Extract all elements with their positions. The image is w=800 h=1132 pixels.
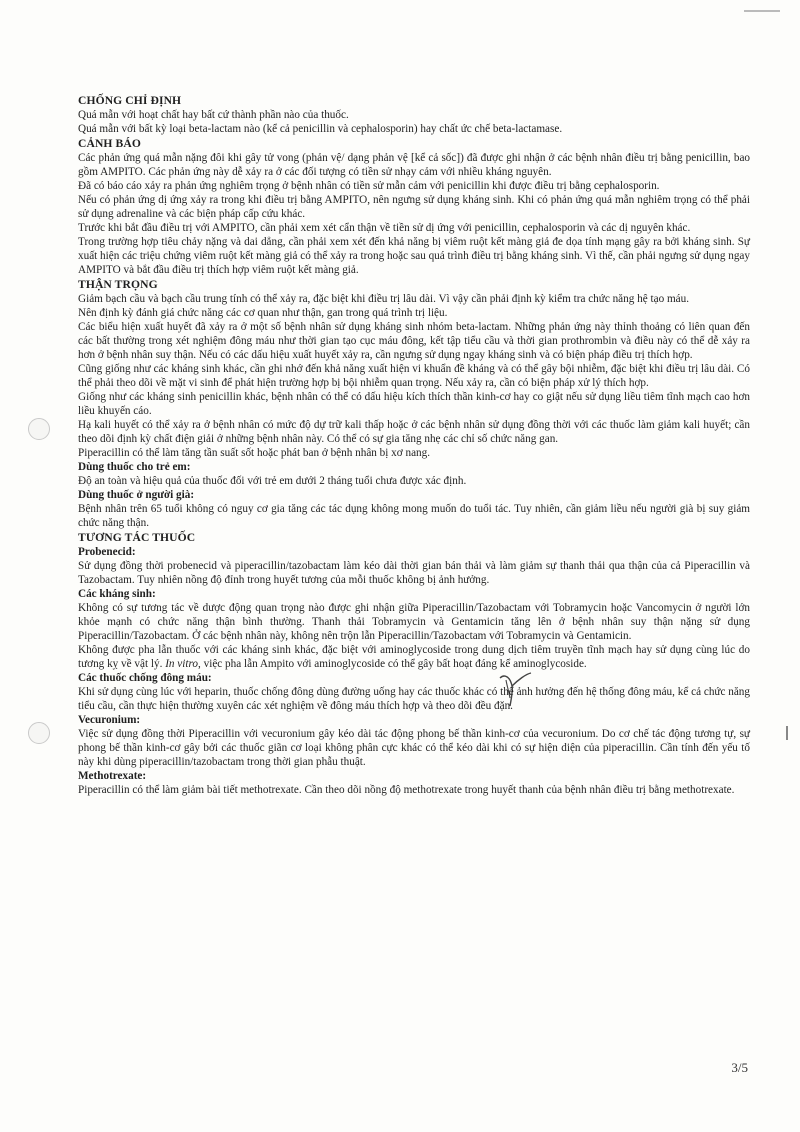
paragraph: Bệnh nhân trên 65 tuổi không có nguy cơ gia tăng các tác dụng không mong muốn do tuổi tác. Tuy nhiên, cần giảm liều nếu người già bị suy giảm chức năng thận. bbox=[78, 503, 750, 529]
paragraph: Nên định kỳ đánh giá chức năng các cơ quan như thận, gan trong quá trình trị liệu. bbox=[78, 307, 448, 319]
section-heading: CHỐNG CHỈ ĐỊNH bbox=[78, 94, 182, 107]
subsection-heading: Các kháng sinh: bbox=[78, 588, 156, 600]
section-heading: TƯƠNG TÁC THUỐC bbox=[78, 531, 196, 544]
paragraph-text: Không được pha lẫn thuốc với các kháng sinh khác, đặc biệt với aminoglycoside trong dung dịch tiêm truyền tĩnh mạch hay sử dụng cùng lúc do tương kỵ về vật lý. bbox=[78, 644, 750, 670]
paragraph: Giảm bạch cầu và bạch cầu trung tính có thể xảy ra, đặc biệt khi điều trị lâu dài. Vì vậy cần phải định kỳ kiểm tra chức năng hệ tạo máu. bbox=[78, 293, 690, 305]
punch-hole-upper bbox=[28, 418, 50, 440]
paragraph: Việc sử dụng đồng thời Piperacillin với vecuronium gây kéo dài tác động phong bế thần kinh-cơ của vecuronium. Do cơ chế tác động tương tự, sự phong bế thần kinh-cơ gây bởi các thuốc giãn cơ loại không phân cực khác có thể kéo dài khi có sự hiện diện của piperacillin. Cần tính đến yếu tố này khi dùng piperacillin/tazobactam trong thời gian phẫu thuật. bbox=[78, 728, 750, 768]
subsection-heading: Dùng thuốc cho trẻ em: bbox=[78, 461, 191, 473]
italic-term: In vitro bbox=[165, 658, 199, 670]
paragraph: Các biểu hiện xuất huyết đã xảy ra ở một số bệnh nhân sử dụng kháng sinh nhóm beta-lactam. Những phản ứng này thỉnh thoảng có liên quan đến các bất thường trong xét nghiệm đông máu như thời gian tạo cục máu đông, kết tập tiểu cầu và thời gian prothrombin và điều này có thể dễ xảy ra hơn ở bệnh nhân suy thận. Nếu có các dấu hiệu xuất huyết xảy ra, cần ngưng sử dụng ngay kháng sinh và có biện pháp điều trị thích hợp. bbox=[78, 321, 750, 361]
paragraph-text: , việc pha lẫn Ampito với aminoglycoside có thể gây bất hoạt đáng kể aminoglycoside. bbox=[198, 658, 587, 670]
paragraph: Nếu có phản ứng dị ứng xảy ra trong khi điều trị bằng AMPITO, nên ngưng sử dụng kháng sinh. Khi có phản ứng quá mẫn nghiêm trọng có thể phải sử dụng adrenaline và các biện pháp cấp cứu khác. bbox=[78, 194, 750, 220]
paragraph: Quá mẫn với bất kỳ loại beta-lactam nào (kể cả penicillin và cephalosporin) hay chất ức chế beta-lactamase. bbox=[78, 123, 563, 135]
paragraph: Không có sự tương tác về dược động quan trọng nào được ghi nhận giữa Piperacillin/Tazobactam với Tobramycin hoặc Vancomycin ở người lớn khỏe mạnh có chức năng thận bình thường. Thanh thải Tobramycin và Gentamicin tăng lên ở bệnh nhân suy thận nặng sử dụng Piperacillin/Tazobactam. Ở các bệnh nhân này, không nên trộn lẫn Piperacillin/Tazobactam với Tobramycin và Gentamicin. bbox=[78, 602, 750, 642]
paragraph: Piperacillin có thể làm giảm bài tiết methotrexate. Cần theo dõi nồng độ methotrexate trong huyết thanh của bệnh nhân điều trị bằng methotrexate. bbox=[78, 784, 735, 796]
page-number: 3/5 bbox=[731, 1060, 748, 1075]
paragraph: Trong trường hợp tiêu chảy nặng và dai dẳng, cần phải xem xét đến khả năng bị viêm ruột kết màng giả đe dọa tính mạng gây ra bởi kháng sinh. Sự xuất hiện các triệu chứng viêm ruột kết màng giả có thể xảy ra trong hoặc sau quá trình điều trị bằng kháng sinh. Vì thế, cần phải ngưng sử dụng ngay AMPITO và bắt đầu điều trị thích hợp viêm ruột kết màng giả. bbox=[78, 236, 750, 276]
paragraph: Sử dụng đồng thời probenecid và piperacillin/tazobactam làm kéo dài thời gian bán thải và làm giảm sự thanh thải qua thận của cả Piperacillin và Tazobactam. Tuy nhiên nồng độ đỉnh trong huyết tương của mỗi thuốc không bị ảnh hưởng. bbox=[78, 560, 750, 586]
subsection-heading: Vecuronium: bbox=[78, 714, 141, 726]
paragraph: Hạ kali huyết có thể xảy ra ở bệnh nhân có mức độ dự trữ kali thấp hoặc ở các bệnh nhân sử dụng đồng thời với các thuốc làm giảm kali huyết; cần theo dõi định kỳ chất điện giải ở những bệnh nhân này. Có thể có sự gia tăng nhẹ các chỉ số chức năng gan. bbox=[78, 419, 750, 445]
section-heading: CẢNH BÁO bbox=[78, 137, 141, 150]
subsection-heading: Methotrexate: bbox=[78, 770, 147, 782]
paragraph: Khi sử dụng cùng lúc với heparin, thuốc chống đông dùng đường uống hay các thuốc khác có thể ảnh hưởng đến hệ thống đông máu, kể cả chức năng tiểu cầu, cần thực hiện thường xuyên các xét nghiệm về đông máu thích hợp và theo dõi đều đặn. bbox=[78, 686, 750, 712]
punch-hole-lower bbox=[28, 722, 50, 744]
section-heading: THẬN TRỌNG bbox=[78, 278, 158, 291]
paragraph bbox=[78, 643, 750, 671]
document-body bbox=[78, 93, 750, 797]
paragraph: Trước khi bắt đầu điều trị với AMPITO, cần phải xem xét cẩn thận về tiền sử dị ứng với penicillin, cephalosporin và các dị nguyên khác. bbox=[78, 222, 691, 234]
subsection-heading: Probenecid: bbox=[78, 546, 136, 558]
paragraph: Quá mẫn với hoạt chất hay bất cứ thành phần nào của thuốc. bbox=[78, 109, 349, 121]
paragraph: Độ an toàn và hiệu quả của thuốc đối với trẻ em dưới 2 tháng tuổi chưa được xác định. bbox=[78, 475, 467, 487]
paragraph: Giống như các kháng sinh penicillin khác, bệnh nhân có thể có dấu hiệu kích thích thần kinh-cơ hay co giật nếu sử dụng liều tiêm tĩnh mạch cao hơn liều khuyến cáo. bbox=[78, 391, 750, 417]
paragraph: Các phản ứng quá mẫn nặng đôi khi gây tử vong (phản vệ/ dạng phản vệ [kể cả sốc]) đã được ghi nhận ở các bệnh nhân điều trị bằng penicillin, bao gồm AMPITO. Các phản ứng này dễ xảy ra ở các đối tượng có tiền sử nhạy cảm với nhiều kháng nguyên. bbox=[78, 152, 750, 178]
scan-mark-top bbox=[744, 10, 780, 12]
subsection-heading: Dùng thuốc ở người già: bbox=[78, 489, 195, 501]
scan-mark-right bbox=[786, 726, 788, 740]
paragraph: Đã có báo cáo xảy ra phản ứng nghiêm trọng ở bệnh nhân có tiền sử mẫn cảm với penicillin khi được điều trị bằng cephalosporin. bbox=[78, 180, 660, 192]
subsection-heading: Các thuốc chống đông máu: bbox=[78, 672, 212, 684]
paragraph: Piperacillin có thể làm tăng tần suất sốt hoặc phát ban ở bệnh nhân bị xơ nang. bbox=[78, 447, 431, 459]
paragraph: Cũng giống như các kháng sinh khác, cần ghi nhớ đến khả năng xuất hiện vi khuẩn đề kháng và có thể gây bội nhiễm, đặc biệt khi điều trị lâu dài. Có thể phải theo dõi về mặt vi sinh để phát hiện trường hợp bị bội nhiễm quan trọng. Nếu xảy ra, cần có biện pháp xử lý thích hợp. bbox=[78, 363, 750, 389]
